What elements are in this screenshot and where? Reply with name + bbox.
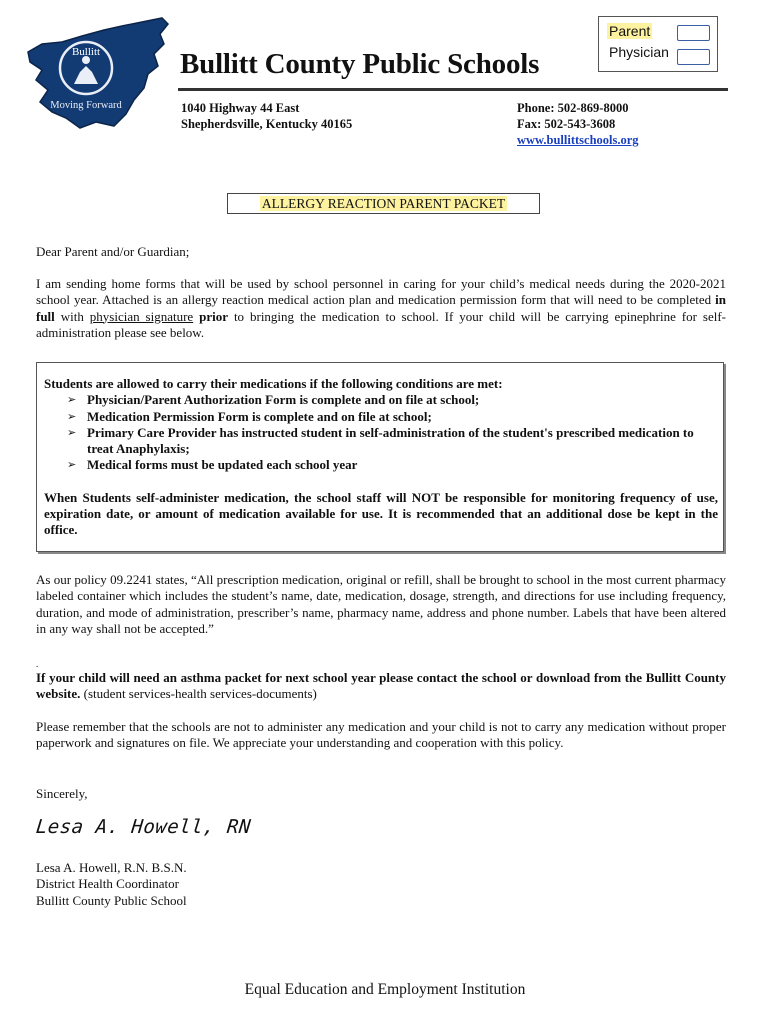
list-item: ➢ Primary Care Provider has instructed student in self-administration of the student's prescribed medication to treat Anaphylaxis; [67, 425, 718, 458]
conditions-heading: Students are allowed to carry their medications if the following conditions are met: [44, 376, 503, 391]
list-item: ➢ Medication Permission Form is complete and on file at school; [67, 409, 718, 425]
packet-title-box [227, 193, 540, 214]
address-line-2: Shepherdsville, Kentucky 40165 [181, 117, 353, 131]
fax-number: Fax: 502-543-3608 [517, 117, 616, 131]
logo-name: Bullitt [71, 46, 101, 58]
phone-number: Phone: 502-869-8000 [517, 101, 629, 115]
signer-block [36, 860, 187, 909]
list-item: ➢ Medical forms must be updated each school year [67, 457, 718, 473]
self-administer-note: When Students self-administer medication, the school staff will NOT be responsible for monitoring frequency of use, expiration date, or amount of medication available for use. It is recommended that an additional dose be kept in the office. [44, 489, 718, 538]
physician-label: Physician [609, 44, 669, 60]
address-line-1: 1040 Highway 44 East [181, 101, 300, 115]
footer-text: Equal Education and Employment Institution [244, 981, 526, 998]
physician-checkbox[interactable] [677, 49, 710, 65]
stray-dot: . [36, 659, 39, 669]
parent-label: Parent [609, 23, 651, 39]
handwritten-signature: Lesa A. Howell, RN [34, 816, 253, 838]
page-title: Bullitt County Public Schools [180, 48, 540, 80]
intro-paragraph: I am sending home forms that will be used by school personnel in caring for your child’s medical needs during the 2020-2021 school year. Attached is an allergy reaction medical action plan and medication permission form that will need to be completed in full with physician signature prior to bringing the medication to school. If your child will be carrying epinephrine for self-administration please see below. [36, 276, 726, 340]
asthma-paragraph: If your child will need an asthma packet for next school year please contact the school or download from the Bullitt County website. (student services-health services-documents) [36, 670, 726, 702]
conditions-box [36, 362, 724, 552]
conditions-list [44, 392, 718, 473]
district-address [181, 100, 352, 132]
header-rule [178, 88, 728, 91]
district-contact [517, 100, 639, 148]
website-link[interactable]: www.bullittschools.org [517, 133, 639, 147]
reminder-paragraph: Please remember that the schools are not to administer any medication and your child is not to carry any medication without proper paperwork and signatures on file. We appreciate your understanding and cooperation with this policy. [36, 719, 726, 751]
list-item: ➢ Physician/Parent Authorization Form is complete and on file at school; [67, 392, 718, 408]
role-selector [598, 16, 718, 72]
signer-title: District Health Coordinator [36, 876, 179, 892]
logo-motto: Moving Forward [50, 100, 122, 111]
closing: Sincerely, [36, 786, 88, 801]
parent-checkbox[interactable] [677, 25, 710, 41]
district-logo [22, 14, 172, 134]
packet-title: ALLERGY REACTION PARENT PACKET [261, 196, 506, 211]
signer-name: Lesa A. Howell, R.N. B.S.N. [36, 860, 187, 875]
policy-paragraph: As our policy 09.2241 states, “All prescription medication, original or refill, shall be brought to school in the most current pharmacy labeled container which includes the student’s name, date, medication, dosage, strength, and directions for use including frequency, duration, and mode of administration, prescriber’s name, pharmacy name, address and phone number. Labels that have been altered in any way shall not be accepted.” [36, 572, 726, 636]
greeting: Dear Parent and/or Guardian; [36, 244, 190, 259]
signer-org: Bullitt County Public School [36, 892, 187, 908]
